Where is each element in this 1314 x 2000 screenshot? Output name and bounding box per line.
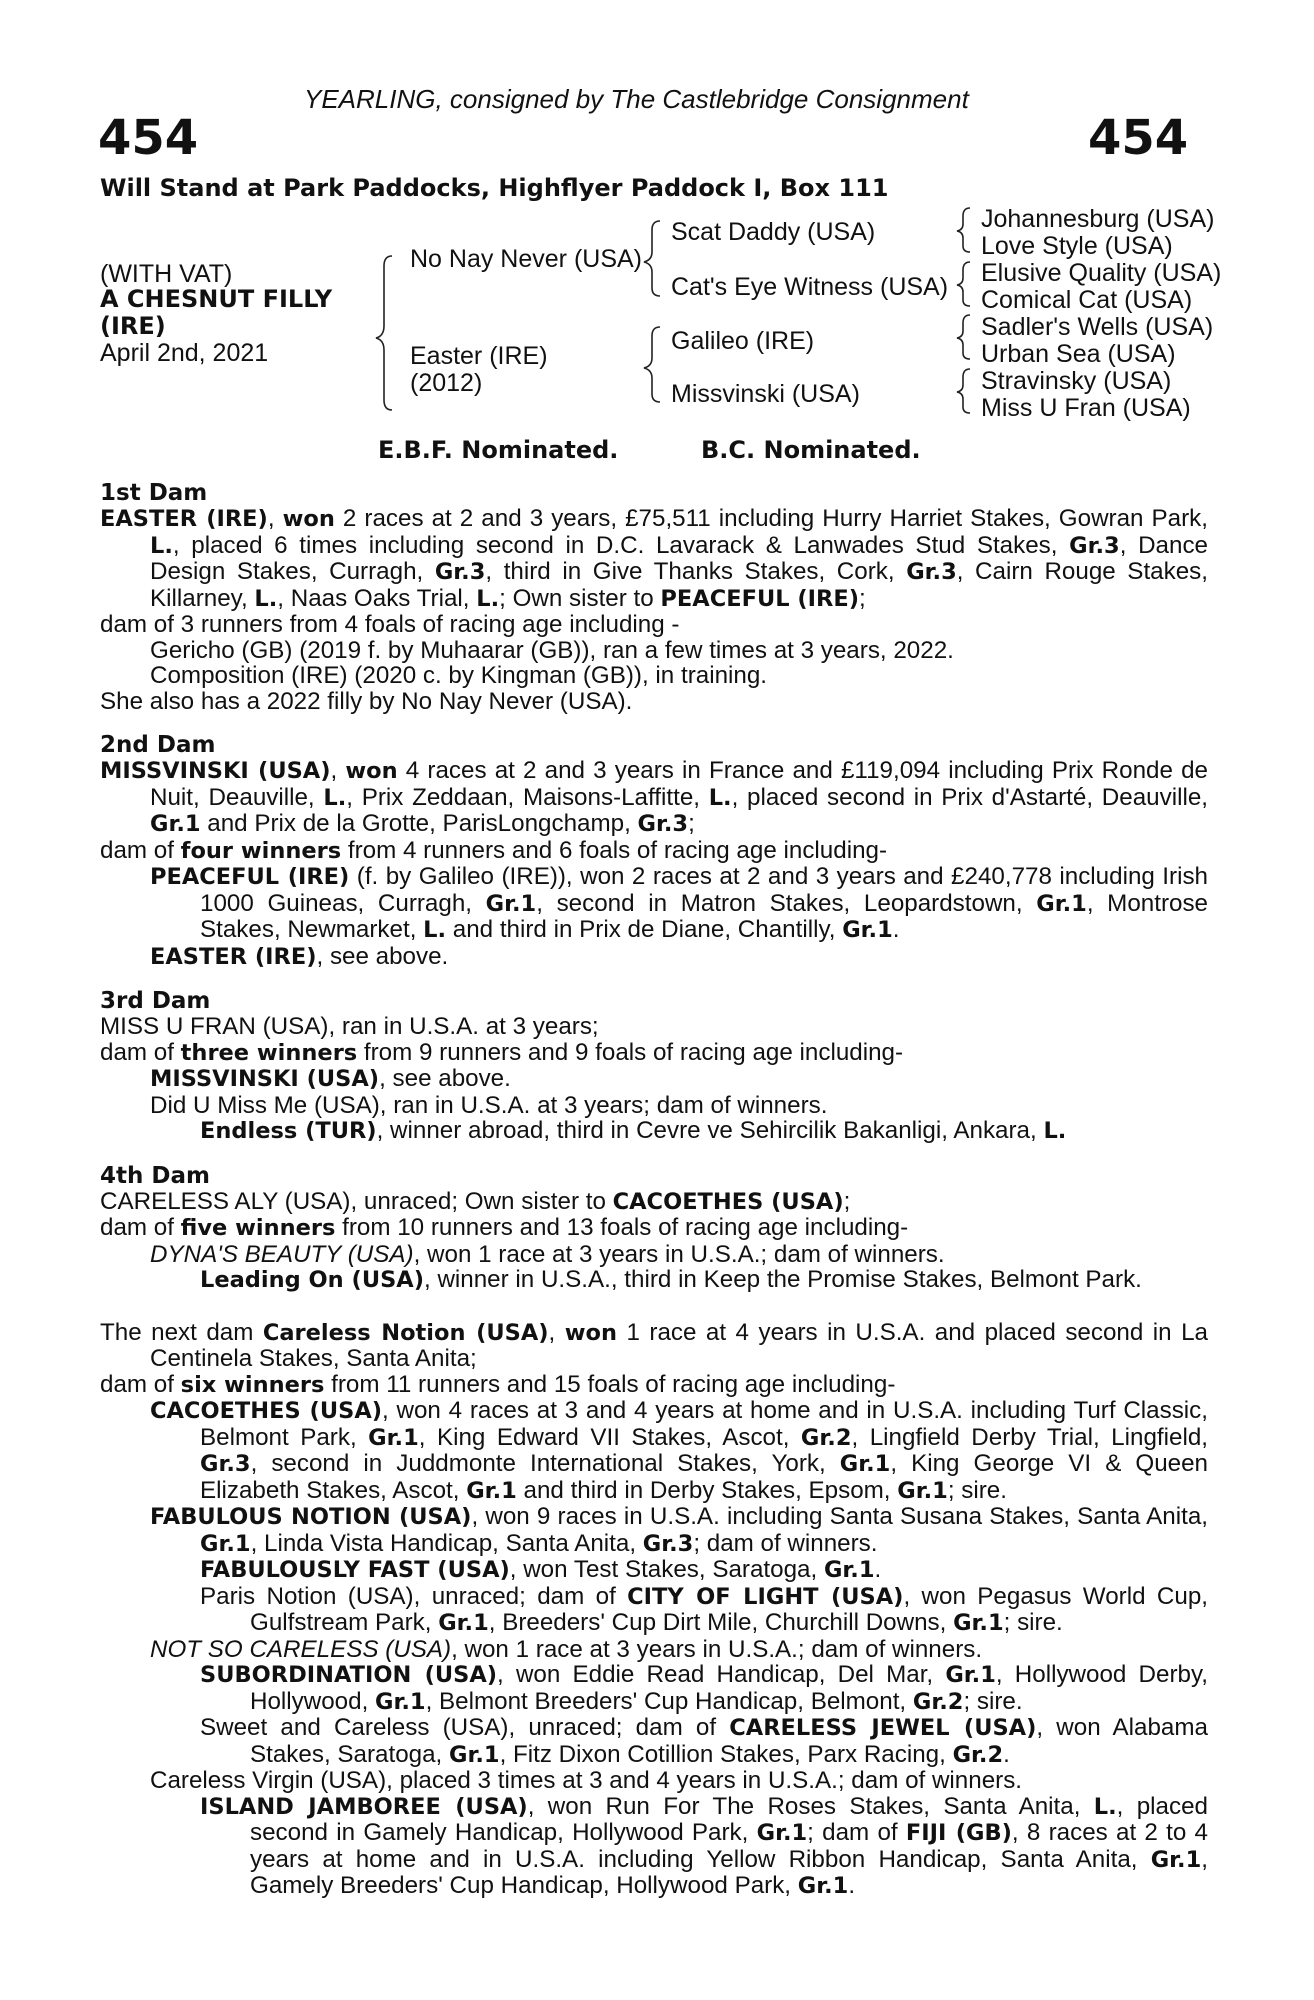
text-run: , Cairn Rouge Stakes, Killarney, xyxy=(150,558,1208,612)
pedigree-paragraph xyxy=(100,1118,1208,1145)
text-run: , won Pegasus World Cup, Gulfstream Park, xyxy=(250,1582,1208,1636)
brace-g3 xyxy=(957,315,970,359)
text-run: dam of xyxy=(100,1038,181,1066)
text-run: MISS U FRAN (USA), ran in U.S.A. at 3 years; xyxy=(100,1013,599,1040)
text-run: , xyxy=(548,1318,565,1346)
text-run: ; xyxy=(859,584,866,612)
bold-text-run: four winners xyxy=(180,837,342,864)
text-run: , winner in U.S.A., third in Keep the Promise Stakes, Belmont Park. xyxy=(424,1266,1142,1293)
text-run: from 9 runners and 9 foals of racing age including- xyxy=(357,1038,904,1066)
bold-text-run: Gr.2 xyxy=(952,1741,1004,1768)
pedigree-paragraph xyxy=(100,612,1208,638)
text-run: The next dam xyxy=(100,1318,263,1346)
pedigree-paragraph xyxy=(100,1398,1208,1504)
ancestor-comical-cat: Comical Cat (USA) xyxy=(981,286,1193,314)
bc-nominated: B.C. Nominated. xyxy=(701,436,921,464)
bold-text-run: Gr.1 xyxy=(823,1557,875,1583)
text-run: dam of 3 runners from 4 foals of racing age including - xyxy=(100,611,680,638)
bold-text-run: CITY OF LIGHT (USA) xyxy=(627,1583,904,1610)
brace-main xyxy=(376,256,392,410)
text-run: ; xyxy=(843,1187,851,1215)
bold-text-run: Gr.1 xyxy=(438,1610,489,1636)
brace-g2 xyxy=(957,262,970,306)
text-run: dam of xyxy=(100,1214,181,1241)
text-run: 2 races at 2 and 3 years, £75,511 including Hurry Harriet Stakes, Gowran Park, xyxy=(334,505,1208,532)
text-run: and third in Derby Stakes, Epsom, xyxy=(516,1476,898,1504)
ancestor-johannesburg: Johannesburg (USA) xyxy=(981,205,1215,233)
consignment-subtitle: YEARLING, consigned by The Castlebridge Consignment xyxy=(304,84,969,114)
brace-dam xyxy=(644,327,660,402)
bold-text-run: Leading On (USA) xyxy=(200,1267,424,1293)
bold-text-run: Gr.3 xyxy=(200,1451,251,1477)
bold-text-run: Gr.1 xyxy=(1036,890,1087,917)
bold-text-run: Gr.3 xyxy=(642,1530,694,1557)
pedigree-paragraph xyxy=(100,1093,1208,1119)
bold-text-run: Gr.1 xyxy=(368,1424,419,1451)
text-run: ; sire. xyxy=(947,1476,1007,1504)
dam-sire-name: Galileo (IRE) xyxy=(671,327,815,355)
text-run: , King George VI & Queen Elizabeth Stakes, Ascot, xyxy=(200,1450,1209,1504)
bold-text-run: L. xyxy=(423,917,447,943)
pedigree-paragraph xyxy=(100,1215,1208,1242)
brace-g4 xyxy=(957,369,970,413)
text-run: , Belmont Breeders' Cup Handicap, Belmont, xyxy=(425,1687,913,1715)
ancestor-urban-sea: Urban Sea (USA) xyxy=(981,340,1176,368)
bold-text-run: FABULOUSLY FAST (USA) xyxy=(200,1557,510,1583)
lot-number-right: 454 xyxy=(1088,110,1189,166)
pedigree-paragraph xyxy=(100,663,1208,689)
text-run: , won 4 races at 3 and 4 years at home and in U.S.A. including Turf Classic, Belmont Park, xyxy=(200,1397,1208,1451)
text-run: ; xyxy=(688,810,695,837)
text-run: , Breeders' Cup Dirt Mile, Churchill Downs, xyxy=(488,1609,954,1636)
pedigree-paragraph xyxy=(100,1662,1208,1715)
pedigree-paragraph xyxy=(100,689,1208,715)
text-run: , 8 races at 2 to 4 years at home and in U.S.A. including Yellow Ribbon Handicap, Santa Anita, xyxy=(250,1819,1208,1873)
bold-text-run: Gr.1 xyxy=(897,1477,948,1504)
text-run: , Linda Vista Handicap, Santa Anita, xyxy=(250,1529,643,1557)
ebf-nominated: E.B.F. Nominated. xyxy=(378,436,619,464)
pedigree-paragraph xyxy=(100,1014,1208,1040)
bold-text-run: Careless Notion (USA) xyxy=(262,1319,549,1346)
text-run: and third in Prix de Diane, Chantilly, xyxy=(446,916,843,943)
bold-text-run: Gr.1 xyxy=(842,917,893,943)
pedigree-paragraph xyxy=(100,1557,1208,1584)
bold-text-run: Gr.1 xyxy=(485,890,537,917)
bold-text-run: CACOETHES (USA) xyxy=(150,1398,383,1424)
text-run: (f. by Galileo (IRE)), won 2 races at 2 and 3 years and £240,778 including Irish 1000 Guineas, Curragh, xyxy=(200,863,1208,917)
text-run: , placed second in Prix d'Astarté, Deauville, xyxy=(731,783,1208,811)
bold-text-run: five winners xyxy=(180,1215,336,1241)
bold-text-run: CARELESS JEWEL (USA) xyxy=(729,1715,1037,1741)
text-run: , Hollywood Derby, Hollywood, xyxy=(250,1661,1208,1715)
bold-text-run: L. xyxy=(476,585,500,612)
pedigree-paragraph xyxy=(100,1189,1208,1216)
brace-g1 xyxy=(957,208,970,252)
text-run: , third in Give Thanks Stakes, Cork, xyxy=(485,558,907,585)
bold-text-run: CACOETHES (USA) xyxy=(612,1188,844,1215)
italic-text-run: DYNA'S BEAUTY (USA) xyxy=(150,1240,414,1268)
bold-text-run: six winners xyxy=(180,1371,325,1398)
text-run: , Dance Design Stakes, Curragh, xyxy=(150,531,1208,585)
pedigree-paragraph xyxy=(100,506,1208,612)
bold-text-run: L. xyxy=(254,585,278,612)
dam-year: (2012) xyxy=(410,369,483,397)
pedigree-paragraph xyxy=(100,1372,1208,1399)
pedigree-paragraph xyxy=(100,944,1208,971)
pedigree-paragraph xyxy=(100,758,1208,838)
text-run: , won 1 race at 3 years in U.S.A.; dam of winners. xyxy=(451,1635,983,1663)
text-run: , Prix Zeddaan, Maisons-Laffitte, xyxy=(346,783,709,811)
pedigree-paragraph xyxy=(100,1637,1208,1663)
foaling-date: April 2nd, 2021 xyxy=(100,339,269,367)
bold-text-run: PEACEFUL (IRE) xyxy=(150,864,350,890)
text-run: , won 1 race at 3 years in U.S.A.; dam of winners. xyxy=(413,1240,945,1268)
text-run: , won Run For The Roses Stakes, Santa Anita, xyxy=(527,1792,1094,1820)
text-run: Careless Virgin (USA), placed 3 times at 3 and 4 years in U.S.A.; dam of winners. xyxy=(150,1767,1023,1794)
ancestor-elusive-quality: Elusive Quality (USA) xyxy=(981,259,1222,287)
bold-text-run: SUBORDINATION (USA) xyxy=(200,1662,498,1688)
pedigree-paragraph xyxy=(100,1794,1208,1900)
text-run: , see above. xyxy=(379,1065,511,1092)
text-run: , Gamely Breeders' Cup Handicap, Hollywood Park, xyxy=(250,1845,1208,1899)
text-run: . xyxy=(874,1556,882,1583)
text-run: , xyxy=(330,757,346,784)
dam-name: Easter (IRE) xyxy=(410,342,548,370)
text-run: Paris Notion (USA), unraced; dam of xyxy=(200,1582,628,1610)
pedigree-paragraph xyxy=(100,838,1208,865)
bold-text-run: Gr.3 xyxy=(1069,532,1120,559)
bold-text-run: EASTER (IRE) xyxy=(100,506,268,532)
text-run: , placed second in Gamely Handicap, Hollywood Park, xyxy=(250,1792,1208,1846)
text-run: , Fitz Dixon Cotillion Stakes, Parx Racing, xyxy=(499,1740,953,1768)
bold-text-run: L. xyxy=(150,532,173,559)
sire-name: No Nay Never (USA) xyxy=(410,245,642,273)
bold-text-run: Gr.1 xyxy=(200,1530,251,1557)
pedigree-paragraph xyxy=(100,1504,1208,1557)
bold-text-run: Gr.3 xyxy=(637,811,689,837)
text-run: dam of xyxy=(100,1370,181,1398)
bold-text-run: Gr.2 xyxy=(800,1424,852,1451)
text-run: , won Alabama Stakes, Saratoga, xyxy=(250,1714,1208,1768)
text-run: Sweet and Careless (USA), unraced; dam of xyxy=(200,1714,730,1741)
horse-country: (IRE) xyxy=(100,312,166,340)
stand-location: Will Stand at Park Paddocks, Highflyer Paddock I, Box 111 xyxy=(100,174,889,202)
text-run: , Naas Oaks Trial, xyxy=(277,584,477,612)
text-run: from 4 runners and 6 foals of racing age including- xyxy=(341,836,888,864)
bold-text-run: PEACEFUL (IRE) xyxy=(660,585,860,612)
bold-text-run: won xyxy=(345,758,398,784)
bold-text-run: Gr.1 xyxy=(449,1741,500,1768)
catalogue-page-body xyxy=(100,480,1208,1900)
bold-text-run: MISSVINSKI (USA) xyxy=(100,758,331,784)
bold-text-run: FABULOUS NOTION (USA) xyxy=(150,1504,472,1530)
pedigree-paragraph xyxy=(100,1242,1208,1268)
lot-number-left: 454 xyxy=(98,110,199,166)
bold-text-run: FIJI (GB) xyxy=(905,1820,1012,1846)
bold-text-run: L. xyxy=(323,784,347,811)
text-run: ; Own sister to xyxy=(499,584,661,612)
text-run: , second in Matron Stakes, Leopardstown, xyxy=(536,889,1037,917)
bold-text-run: Gr.1 xyxy=(839,1451,891,1477)
dam-dam-name: Missvinski (USA) xyxy=(671,380,860,408)
pedigree-paragraph xyxy=(100,1715,1208,1768)
brace-sire xyxy=(644,221,660,296)
bold-text-run: won xyxy=(564,1319,617,1346)
text-run: , Lingfield Derby Trial, Lingfield, xyxy=(851,1423,1209,1451)
text-run: , xyxy=(267,505,283,532)
ancestor-miss-u-fran: Miss U Fran (USA) xyxy=(981,394,1191,422)
text-run: , King Edward VII Stakes, Ascot, xyxy=(418,1423,801,1451)
text-run: , won Test Stakes, Saratoga, xyxy=(509,1556,824,1583)
text-run: Did U Miss Me (USA), ran in U.S.A. at 3 years; dam of winners. xyxy=(150,1091,828,1119)
ancestor-sadlers-wells: Sadler's Wells (USA) xyxy=(981,313,1214,341)
bold-text-run: three winners xyxy=(180,1039,358,1066)
sire-dam-name: Cat's Eye Witness (USA) xyxy=(671,273,949,301)
text-run: , second in Juddmonte International Stakes, York, xyxy=(250,1450,840,1477)
vat-note: (WITH VAT) xyxy=(100,260,233,288)
bold-text-run: Gr.3 xyxy=(906,559,957,585)
pedigree-paragraph xyxy=(100,864,1208,944)
text-run: and Prix de la Grotte, ParisLongchamp, xyxy=(200,810,638,837)
bold-text-run: Gr.1 xyxy=(1150,1846,1202,1873)
text-run: , see above. xyxy=(316,942,449,970)
text-run: , Montrose Stakes, Newmarket, xyxy=(200,889,1209,943)
dam-section-heading: 3rd Dam xyxy=(100,988,211,1014)
bold-text-run: Gr.3 xyxy=(434,559,486,585)
pedigree-paragraph xyxy=(100,1320,1208,1372)
sire-sire-name: Scat Daddy (USA) xyxy=(671,218,876,246)
text-run: from 10 runners and 13 foals of racing age including- xyxy=(335,1214,909,1241)
bold-text-run: L. xyxy=(1093,1793,1117,1820)
bold-text-run: MISSVINSKI (USA) xyxy=(150,1066,380,1092)
ancestor-stravinsky: Stravinsky (USA) xyxy=(981,367,1172,395)
pedigree-paragraph xyxy=(100,1040,1208,1067)
bold-text-run: L. xyxy=(1043,1118,1067,1144)
bold-text-run: L. xyxy=(708,784,732,811)
text-run: dam of xyxy=(100,836,181,864)
bold-text-run: Gr.1 xyxy=(953,1610,1004,1636)
bold-text-run: Gr.1 xyxy=(466,1477,517,1504)
dam-section-heading: 1st Dam xyxy=(100,480,208,506)
text-run: , winner abroad, third in Cevre ve Sehircilik Bakanligi, Ankara, xyxy=(376,1117,1044,1144)
text-run: from 11 runners and 15 foals of racing age including- xyxy=(324,1370,896,1398)
text-run: ; sire. xyxy=(1003,1609,1063,1636)
text-run: She also has a 2022 filly by No Nay Never (USA). xyxy=(100,687,633,715)
italic-text-run: NOT SO CARELESS (USA) xyxy=(150,1635,452,1663)
text-run: CARELESS ALY (USA), unraced; Own sister to xyxy=(100,1187,613,1215)
dam-section-heading: 4th Dam xyxy=(100,1162,210,1189)
bold-text-run: Gr.1 xyxy=(945,1662,996,1688)
bold-text-run: Gr.1 xyxy=(756,1820,808,1846)
text-run: . xyxy=(848,1872,856,1899)
pedigree-paragraph xyxy=(100,638,1208,664)
text-run: ; sire. xyxy=(963,1687,1023,1715)
bold-text-run: ISLAND JAMBOREE (USA) xyxy=(200,1793,528,1820)
bold-text-run: Gr.1 xyxy=(150,811,201,837)
text-run: ; dam of winners. xyxy=(693,1529,878,1557)
bold-text-run: Gr.2 xyxy=(912,1688,964,1715)
text-run: Gericho (GB) (2019 f. by Muhaarar (GB)), ran a few times at 3 years, 2022. xyxy=(150,636,954,664)
text-run: ; dam of xyxy=(807,1819,906,1846)
horse-name: A CHESNUT FILLY xyxy=(100,285,333,313)
dam-section-heading: 2nd Dam xyxy=(100,732,216,758)
text-run: . xyxy=(1003,1740,1010,1768)
pedigree-paragraph xyxy=(100,1267,1208,1294)
bold-text-run: won xyxy=(282,506,335,532)
ancestor-love-style: Love Style (USA) xyxy=(981,232,1173,260)
text-run: Composition (IRE) (2020 c. by Kingman (GB)), in training. xyxy=(150,662,768,689)
bold-text-run: Endless (TUR) xyxy=(200,1118,377,1144)
text-run: , placed 6 times including second in D.C. Lavarack & Lanwades Stud Stakes, xyxy=(172,531,1070,559)
pedigree-paragraph xyxy=(100,1584,1208,1637)
pedigree-paragraph xyxy=(100,1768,1208,1794)
text-run: . xyxy=(892,916,900,943)
text-run: 4 races at 2 and 3 years in France and £119,094 including Prix Ronde de Nuit, Deauville, xyxy=(150,757,1208,811)
bold-text-run: Gr.1 xyxy=(375,1688,426,1715)
bold-text-run: EASTER (IRE) xyxy=(150,943,317,970)
text-run: , won Eddie Read Handicap, Del Mar, xyxy=(497,1661,946,1688)
text-run: 1 race at 4 years in U.S.A. and placed second in La Centinela Stakes, Santa Anita; xyxy=(150,1318,1208,1372)
pedigree-paragraph xyxy=(100,1066,1208,1093)
text-run: , won 9 races in U.S.A. including Santa Susana Stakes, Santa Anita, xyxy=(471,1503,1209,1530)
bold-text-run: Gr.1 xyxy=(797,1873,849,1899)
